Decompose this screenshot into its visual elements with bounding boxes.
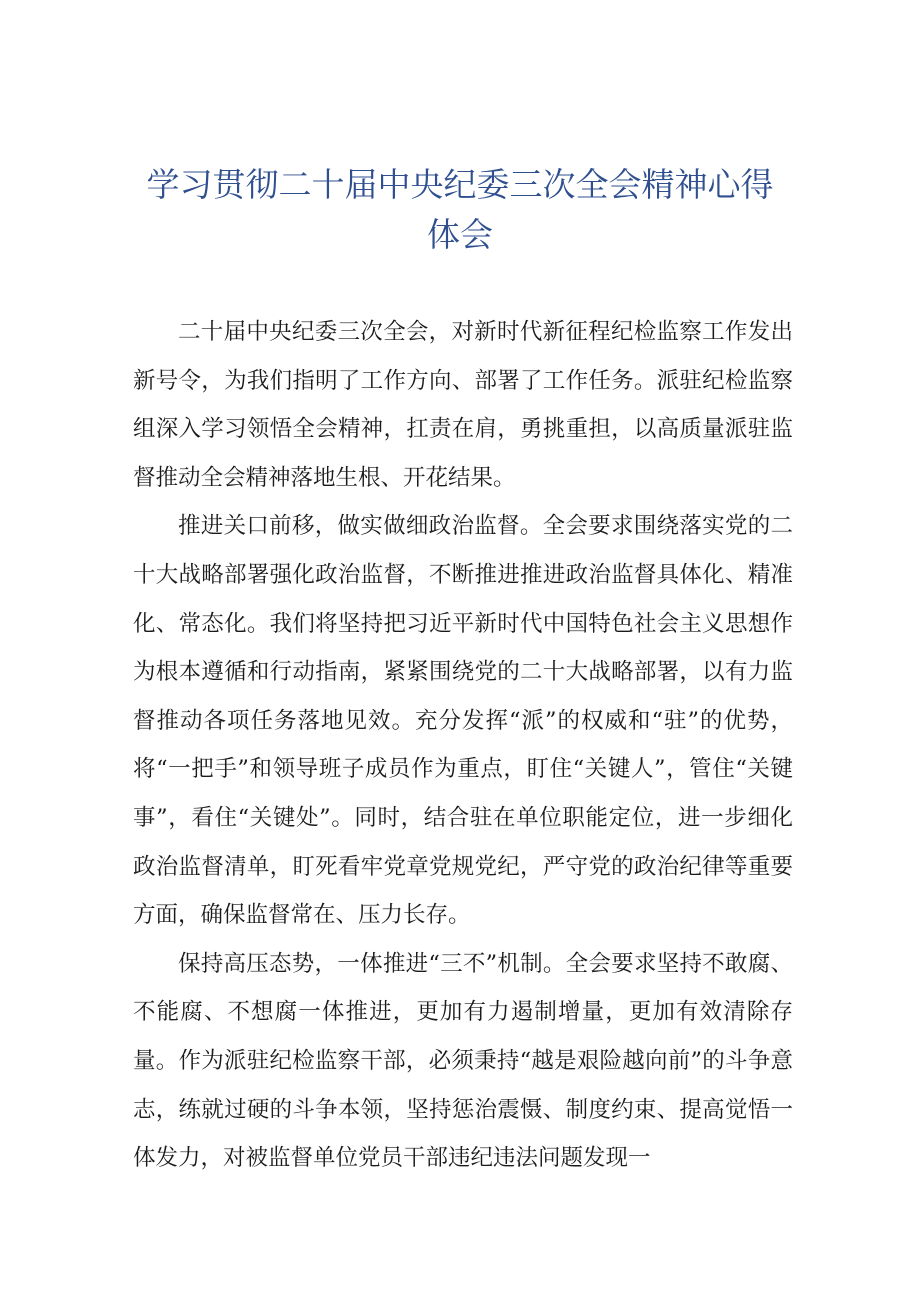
paragraph-political-supervision: 推进关口前移，做实做细政治监督。全会要求围绕落实党的二十大战略部署强化政治监督，不断推进推进政治监督具体化、精准化、常态化。我们将坚持把习近平新时代中国特色社会主义思想作为根本遵循和行动指南，紧紧围绕党的二十大战略部署，以有力监督推动各项任务落地见效。充分发挥“派”的权威和“驻”的优势，将“一把手”和领导班子成员作为重点，盯住“关键人”，管住“关键事”，看住“关键处”。同时，结合驻在单位职能定位，进一步细化政治监督清单，盯死看牢党章党规党纪，严守党的政治纪律等重要方面，确保监督常在、压力长存。 [133,513,793,929]
document-body [133,308,793,1183]
document-title: 学习贯彻二十届中央纪委三次全会精神心得体会 [146,165,774,254]
paragraph-high-pressure: 保持高压态势，一体推进“三不”机制。全会要求坚持不敢腐、不能腐、不想腐一体推进，更加有力遏制增量，更加有效清除存量。作为派驻纪检监察干部，必须秉持“越是艰险越向前”的斗争意志，练就过硬的斗争本领，坚持惩治震慑、制度约束、提高觉悟一体发力，对被监督单位党员干部违纪违法问题发现一 [133,950,793,1172]
paragraph-intro: 二十届中央纪委三次全会，对新时代新征程纪检监察工作发出新号令，为我们指明了工作方向、部署了工作任务。派驻纪检监察组深入学习领悟全会精神，扛责在肩，勇挑重担，以高质量派驻监督推动全会精神落地生根、开花结果。 [133,319,793,491]
